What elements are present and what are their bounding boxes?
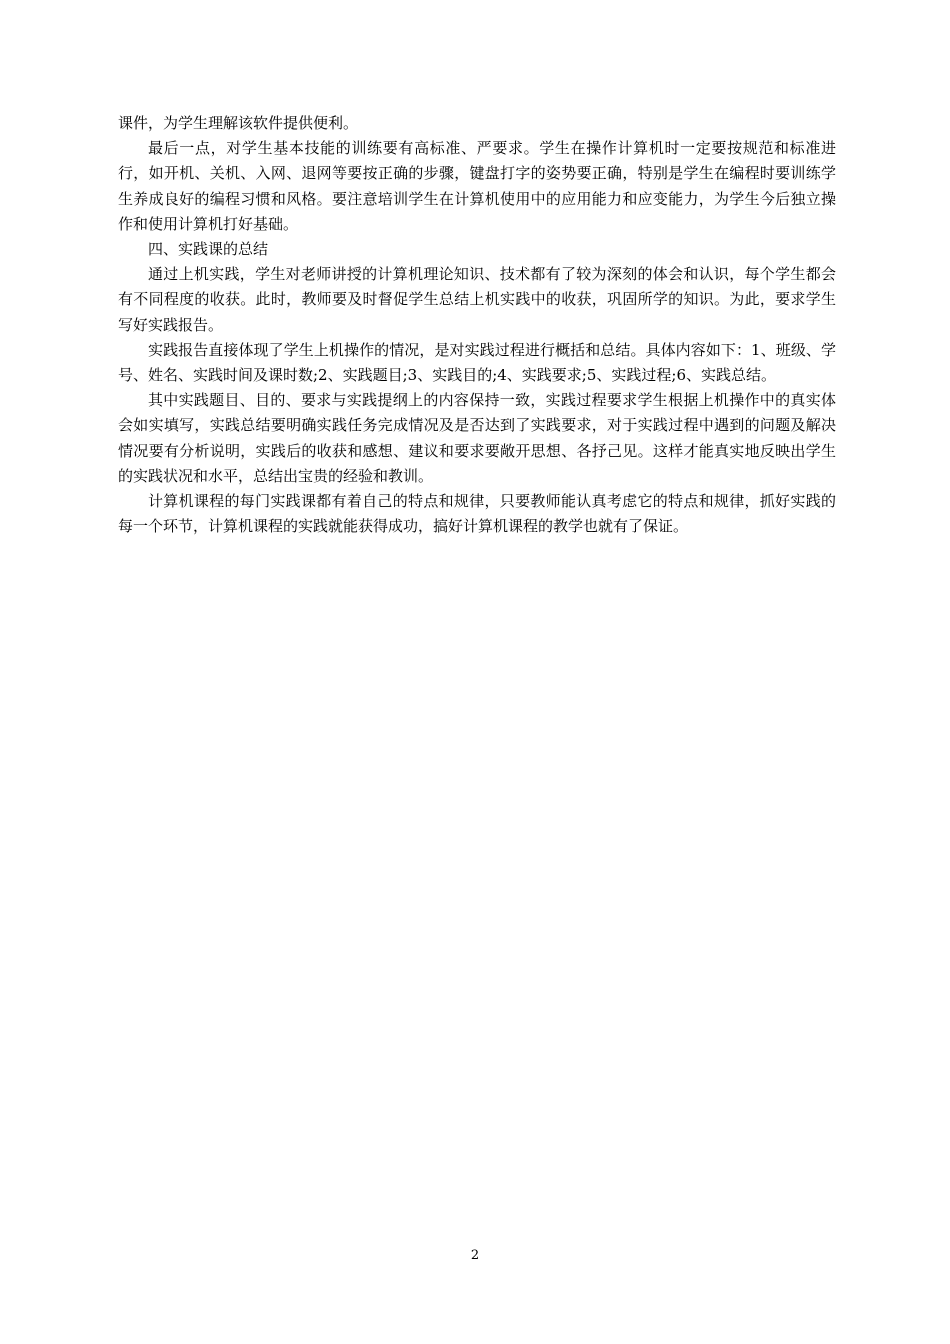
section-heading-summary: 四、实践课的总结: [148, 240, 269, 259]
paragraph-continuation: 课件，为学生理解该软件提供便利。: [118, 114, 359, 132]
paragraph-conclusion: 计算机课程的每门实践课都有着自己的特点和规律，只要教师能认真考虑它的特点和规律，抓好实践的每一个环节，计算机课程的实践就能获得成功，搞好计算机课程的教学也就有了保证。: [118, 492, 836, 536]
paragraph-practice-gains: 通过上机实践，学生对老师讲授的计算机理论知识、技术都有了较为深刻的体会和认识，每个学生都会有不同程度的收获。此时，教师要及时督促学生总结上机实践中的收获，巩固所学的知识。为此，要求学生写好实践报告。: [118, 265, 836, 334]
paragraph-basic-skills: 最后一点，对学生基本技能的训练要有高标准、严要求。学生在操作计算机时一定要按规范和标准进行，如开机、关机、入网、退网等要按正确的步骤，键盘打字的姿势要正确，特别是学生在编程时要训练学生养成良好的编程习惯和风格。要注意培训学生在计算机使用中的应用能力和应变能力，为学生今后独立操作和使用计算机打好基础。: [118, 139, 836, 233]
page-number: 2: [470, 1248, 480, 1263]
body-text: [118, 111, 836, 539]
paragraph-report-contents: 实践报告直接体现了学生上机操作的情况，是对实践过程进行概括和总结。具体内容如下：1、班级、学号、姓名、实践时间及课时数;2、实践题目;3、实践目的;4、实践要求;5、实践过程;6、实践总结。: [118, 340, 836, 385]
paragraph-report-details: 其中实践题目、目的、要求与实践提纲上的内容保持一致，实践过程要求学生根据上机操作中的真实体会如实填写，实践总结要明确实践任务完成情况及是否达到了实践要求，对于实践过程中遇到的问题及解决情况要有分析说明，实践后的收获和感想、建议和要求要敞开思想、各抒己见。这样才能真实地反映出学生的实践状况和水平，总结出宝贵的经验和教训。: [118, 391, 836, 485]
